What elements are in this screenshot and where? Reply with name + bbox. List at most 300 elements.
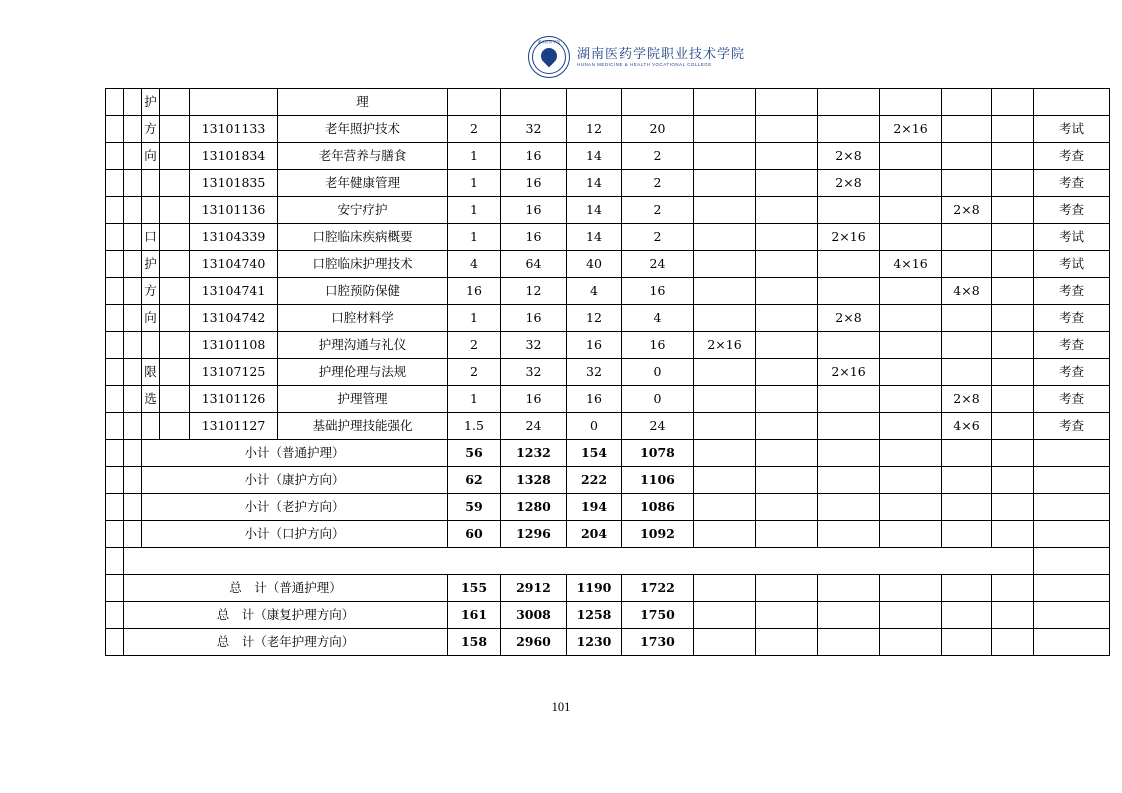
term-hours-cell xyxy=(756,602,818,629)
direction-col-cell: 选 xyxy=(142,386,160,413)
course-name-cell: 安宁疗护 xyxy=(278,197,448,224)
page-number: 101 xyxy=(551,700,571,714)
total-hours-cell: 32 xyxy=(501,332,567,359)
theory-hours-cell: 16 xyxy=(567,332,622,359)
term-hours-cell xyxy=(992,332,1034,359)
practice-hours-cell: 0 xyxy=(622,359,694,386)
term-hours-cell xyxy=(880,602,942,629)
term-hours-cell xyxy=(942,575,992,602)
credit-cell: 161 xyxy=(448,602,501,629)
credit-cell: 1 xyxy=(448,170,501,197)
term-hours-cell xyxy=(694,494,756,521)
term-hours-cell xyxy=(818,251,880,278)
practice-hours-cell: 24 xyxy=(622,413,694,440)
term-hours-cell xyxy=(694,629,756,656)
course-name-cell: 口腔材料学 xyxy=(278,305,448,332)
term-hours-cell xyxy=(942,440,992,467)
term-hours-cell xyxy=(942,359,992,386)
course-code-cell: 13101835 xyxy=(190,170,278,197)
term-hours-cell: 2×16 xyxy=(880,116,942,143)
group-col-cell xyxy=(124,278,142,305)
spacer-col-cell xyxy=(160,143,190,170)
practice-hours-cell: 2 xyxy=(622,170,694,197)
table-row xyxy=(106,332,1110,359)
table-row xyxy=(106,494,1110,521)
term-hours-cell xyxy=(992,224,1034,251)
theory-hours-cell: 12 xyxy=(567,116,622,143)
module-col-cell xyxy=(106,197,124,224)
term-hours-cell xyxy=(880,143,942,170)
module-col-cell xyxy=(106,332,124,359)
term-hours-cell xyxy=(880,575,942,602)
term-hours-cell xyxy=(992,629,1034,656)
exam-type-cell: 考查 xyxy=(1034,359,1110,386)
module-col-cell xyxy=(106,440,124,467)
term-hours-cell xyxy=(818,521,880,548)
exam-type-cell: 考查 xyxy=(1034,278,1110,305)
total-hours-cell: 1328 xyxy=(501,467,567,494)
term-hours-cell xyxy=(880,197,942,224)
theory-hours-cell: 154 xyxy=(567,440,622,467)
total-hours-cell xyxy=(501,89,567,116)
term-hours-cell xyxy=(942,251,992,278)
exam-type-cell: 考试 xyxy=(1034,224,1110,251)
course-name-cell: 老年健康管理 xyxy=(278,170,448,197)
table-row xyxy=(106,467,1110,494)
term-hours-cell xyxy=(756,440,818,467)
term-hours-cell xyxy=(818,278,880,305)
credit-cell: 1.5 xyxy=(448,413,501,440)
direction-col-cell xyxy=(142,197,160,224)
term-hours-cell xyxy=(818,440,880,467)
term-hours-cell xyxy=(818,413,880,440)
direction-col-cell: 护 xyxy=(142,89,160,116)
credit-cell: 158 xyxy=(448,629,501,656)
term-hours-cell xyxy=(756,89,818,116)
practice-hours-cell xyxy=(622,89,694,116)
direction-col-cell xyxy=(142,413,160,440)
direction-col-cell: 向 xyxy=(142,305,160,332)
term-hours-cell xyxy=(992,467,1034,494)
spacer-col-cell xyxy=(160,386,190,413)
total-hours-cell: 12 xyxy=(501,278,567,305)
group-col-cell xyxy=(124,413,142,440)
term-hours-cell xyxy=(694,413,756,440)
term-hours-cell xyxy=(942,170,992,197)
direction-col-cell: 护 xyxy=(142,251,160,278)
term-hours-cell xyxy=(880,386,942,413)
term-hours-cell xyxy=(942,602,992,629)
practice-hours-cell: 1092 xyxy=(622,521,694,548)
term-hours-cell xyxy=(880,305,942,332)
practice-hours-cell: 16 xyxy=(622,332,694,359)
summary-label-cell: 小计（普通护理） xyxy=(142,440,448,467)
group-col-cell xyxy=(124,197,142,224)
group-col-cell xyxy=(124,116,142,143)
course-code-cell: 13101136 xyxy=(190,197,278,224)
table-row xyxy=(106,359,1110,386)
term-hours-cell xyxy=(992,116,1034,143)
total-hours-cell: 2960 xyxy=(501,629,567,656)
term-hours-cell: 2×8 xyxy=(942,197,992,224)
term-hours-cell xyxy=(992,440,1034,467)
practice-hours-cell: 1078 xyxy=(622,440,694,467)
practice-hours-cell: 20 xyxy=(622,116,694,143)
total-hours-cell: 16 xyxy=(501,224,567,251)
term-hours-cell xyxy=(756,170,818,197)
course-code-cell xyxy=(190,89,278,116)
group-col-cell xyxy=(124,89,142,116)
term-hours-cell xyxy=(756,143,818,170)
direction-col-cell: 方 xyxy=(142,278,160,305)
group-col-cell xyxy=(124,332,142,359)
exam-type-cell: 考试 xyxy=(1034,251,1110,278)
term-hours-cell xyxy=(756,224,818,251)
seal-top-text: 湖南医药学院 xyxy=(537,40,561,44)
summary-label-cell: 小计（康护方向） xyxy=(142,467,448,494)
term-hours-cell xyxy=(818,467,880,494)
summary-label-cell: 小计（口护方向） xyxy=(142,521,448,548)
term-hours-cell xyxy=(694,170,756,197)
credit-cell: 1 xyxy=(448,197,501,224)
practice-hours-cell: 4 xyxy=(622,305,694,332)
total-hours-cell: 2912 xyxy=(501,575,567,602)
module-col-cell xyxy=(106,494,124,521)
theory-hours-cell: 40 xyxy=(567,251,622,278)
module-col-cell xyxy=(106,386,124,413)
course-name-cell: 老年营养与膳食 xyxy=(278,143,448,170)
course-name-cell: 老年照护技术 xyxy=(278,116,448,143)
total-hours-cell: 16 xyxy=(501,305,567,332)
term-hours-cell xyxy=(694,602,756,629)
module-col-cell xyxy=(106,629,124,656)
term-hours-cell xyxy=(694,359,756,386)
group-col-cell xyxy=(124,305,142,332)
term-hours-cell xyxy=(992,386,1034,413)
term-hours-cell xyxy=(756,116,818,143)
table-row xyxy=(106,575,1110,602)
spacer-col-cell xyxy=(160,116,190,143)
term-hours-cell xyxy=(992,359,1034,386)
total-hours-cell: 64 xyxy=(501,251,567,278)
practice-hours-cell: 1730 xyxy=(622,629,694,656)
module-col-cell xyxy=(106,170,124,197)
term-hours-cell xyxy=(992,494,1034,521)
practice-hours-cell: 2 xyxy=(622,143,694,170)
term-hours-cell xyxy=(942,332,992,359)
table-row xyxy=(106,224,1110,251)
term-hours-cell: 2×8 xyxy=(818,143,880,170)
practice-hours-cell: 1086 xyxy=(622,494,694,521)
credit-cell: 60 xyxy=(448,521,501,548)
table-row xyxy=(106,440,1110,467)
exam-type-cell xyxy=(1034,602,1110,629)
module-col-cell xyxy=(106,467,124,494)
term-hours-cell xyxy=(818,575,880,602)
spacer-col-cell xyxy=(160,332,190,359)
spacer-col-cell xyxy=(160,359,190,386)
term-hours-cell xyxy=(694,440,756,467)
term-hours-cell xyxy=(756,332,818,359)
term-hours-cell xyxy=(818,332,880,359)
credit-cell: 155 xyxy=(448,575,501,602)
course-plan-table-wrapper xyxy=(105,88,1084,656)
credit-cell: 2 xyxy=(448,332,501,359)
term-hours-cell xyxy=(942,116,992,143)
term-hours-cell xyxy=(694,386,756,413)
table-spacer-row xyxy=(106,548,1110,575)
spacer-col-cell xyxy=(160,305,190,332)
total-hours-cell: 24 xyxy=(501,413,567,440)
module-col-cell xyxy=(106,143,124,170)
exam-type-cell: 考查 xyxy=(1034,197,1110,224)
theory-hours-cell: 14 xyxy=(567,143,622,170)
term-hours-cell xyxy=(880,224,942,251)
term-hours-cell xyxy=(694,143,756,170)
exam-type-cell xyxy=(1034,575,1110,602)
term-hours-cell xyxy=(992,143,1034,170)
term-hours-cell xyxy=(694,467,756,494)
practice-hours-cell: 1750 xyxy=(622,602,694,629)
total-hours-cell: 32 xyxy=(501,116,567,143)
term-hours-cell xyxy=(756,494,818,521)
term-hours-cell xyxy=(992,413,1034,440)
term-hours-cell xyxy=(756,413,818,440)
course-code-cell: 13101127 xyxy=(190,413,278,440)
course-code-cell: 13107125 xyxy=(190,359,278,386)
term-hours-cell xyxy=(880,278,942,305)
total-hours-cell: 1232 xyxy=(501,440,567,467)
term-hours-cell xyxy=(818,629,880,656)
theory-hours-cell: 204 xyxy=(567,521,622,548)
module-col-cell xyxy=(106,305,124,332)
table-row xyxy=(106,251,1110,278)
college-logo xyxy=(528,36,745,78)
term-hours-cell xyxy=(942,467,992,494)
term-hours-cell: 2×8 xyxy=(818,305,880,332)
term-hours-cell xyxy=(880,467,942,494)
course-code-cell: 13104740 xyxy=(190,251,278,278)
spacer-col-cell xyxy=(160,251,190,278)
table-row xyxy=(106,413,1110,440)
credit-cell: 56 xyxy=(448,440,501,467)
course-name-cell: 理 xyxy=(278,89,448,116)
theory-hours-cell: 0 xyxy=(567,413,622,440)
summary-label-cell: 小计（老护方向） xyxy=(142,494,448,521)
term-hours-cell xyxy=(942,305,992,332)
module-col-cell xyxy=(106,224,124,251)
module-col-cell xyxy=(106,359,124,386)
total-hours-cell: 16 xyxy=(501,197,567,224)
table-row xyxy=(106,116,1110,143)
module-col-cell xyxy=(106,413,124,440)
spacer-cell xyxy=(124,548,1034,575)
module-col-cell xyxy=(106,89,124,116)
theory-hours-cell: 222 xyxy=(567,467,622,494)
spacer-col-cell xyxy=(160,170,190,197)
term-hours-cell xyxy=(992,89,1034,116)
term-hours-cell xyxy=(880,521,942,548)
module-col-cell xyxy=(106,575,124,602)
table-row xyxy=(106,386,1110,413)
table-row xyxy=(106,521,1110,548)
term-hours-cell xyxy=(756,629,818,656)
term-hours-cell xyxy=(756,251,818,278)
spacer-col-cell xyxy=(160,278,190,305)
theory-hours-cell: 1190 xyxy=(567,575,622,602)
term-hours-cell xyxy=(992,575,1034,602)
summary-label-cell: 总 计（老年护理方向） xyxy=(124,629,448,656)
group-col-cell xyxy=(124,440,142,467)
practice-hours-cell: 24 xyxy=(622,251,694,278)
term-hours-cell: 4×8 xyxy=(942,278,992,305)
practice-hours-cell: 1106 xyxy=(622,467,694,494)
table-row xyxy=(106,89,1110,116)
term-hours-cell xyxy=(818,494,880,521)
term-hours-cell xyxy=(756,386,818,413)
credit-cell: 4 xyxy=(448,251,501,278)
total-hours-cell: 16 xyxy=(501,386,567,413)
table-row xyxy=(106,602,1110,629)
practice-hours-cell: 0 xyxy=(622,386,694,413)
practice-hours-cell: 2 xyxy=(622,224,694,251)
theory-hours-cell: 32 xyxy=(567,359,622,386)
total-hours-cell: 1296 xyxy=(501,521,567,548)
theory-hours-cell: 14 xyxy=(567,197,622,224)
course-name-cell: 护理沟通与礼仪 xyxy=(278,332,448,359)
spacer-col-cell xyxy=(160,89,190,116)
spacer-col-cell xyxy=(160,413,190,440)
term-hours-cell: 2×8 xyxy=(942,386,992,413)
group-col-cell xyxy=(124,170,142,197)
table-row xyxy=(106,197,1110,224)
exam-type-cell: 考查 xyxy=(1034,413,1110,440)
group-col-cell xyxy=(124,359,142,386)
practice-hours-cell: 16 xyxy=(622,278,694,305)
term-hours-cell xyxy=(880,629,942,656)
logo-text-block xyxy=(577,47,745,68)
module-col-cell xyxy=(106,602,124,629)
group-col-cell xyxy=(124,224,142,251)
table-row xyxy=(106,143,1110,170)
term-hours-cell xyxy=(694,521,756,548)
group-col-cell xyxy=(124,251,142,278)
term-hours-cell xyxy=(880,413,942,440)
term-hours-cell xyxy=(694,197,756,224)
credit-cell: 16 xyxy=(448,278,501,305)
spacer-col-cell xyxy=(160,197,190,224)
term-hours-cell xyxy=(818,89,880,116)
total-hours-cell: 1280 xyxy=(501,494,567,521)
total-hours-cell: 3008 xyxy=(501,602,567,629)
direction-col-cell xyxy=(142,332,160,359)
term-hours-cell: 2×16 xyxy=(694,332,756,359)
term-hours-cell xyxy=(880,440,942,467)
exam-type-cell xyxy=(1034,467,1110,494)
direction-col-cell: 限 xyxy=(142,359,160,386)
direction-col-cell: 口 xyxy=(142,224,160,251)
exam-type-cell: 考查 xyxy=(1034,143,1110,170)
logo-chinese-name: 湖南医药学院职业技术学院 xyxy=(577,46,746,62)
exam-type-cell xyxy=(1034,440,1110,467)
term-hours-cell xyxy=(992,197,1034,224)
exam-type-cell: 考查 xyxy=(1034,332,1110,359)
term-hours-cell xyxy=(880,170,942,197)
exam-type-cell: 考试 xyxy=(1034,116,1110,143)
term-hours-cell xyxy=(942,143,992,170)
term-hours-cell xyxy=(818,602,880,629)
course-code-cell: 13101834 xyxy=(190,143,278,170)
credit-cell: 2 xyxy=(448,116,501,143)
table-row xyxy=(106,629,1110,656)
term-hours-cell xyxy=(992,521,1034,548)
direction-col-cell: 向 xyxy=(142,143,160,170)
course-code-cell: 13101126 xyxy=(190,386,278,413)
term-hours-cell xyxy=(992,251,1034,278)
theory-hours-cell: 1258 xyxy=(567,602,622,629)
spacer-col-cell xyxy=(160,224,190,251)
logo-english-name: HUNAN MEDICINE & HEALTH VOCATIONAL COLLEGE xyxy=(577,62,712,68)
spacer-cell xyxy=(1034,548,1110,575)
term-hours-cell xyxy=(942,89,992,116)
theory-hours-cell: 194 xyxy=(567,494,622,521)
practice-hours-cell: 1722 xyxy=(622,575,694,602)
module-col-cell xyxy=(106,116,124,143)
theory-hours-cell: 4 xyxy=(567,278,622,305)
course-name-cell: 护理伦理与法规 xyxy=(278,359,448,386)
term-hours-cell xyxy=(942,224,992,251)
term-hours-cell xyxy=(992,278,1034,305)
course-code-cell: 13104741 xyxy=(190,278,278,305)
course-code-cell: 13101133 xyxy=(190,116,278,143)
summary-label-cell: 总 计（康复护理方向） xyxy=(124,602,448,629)
course-name-cell: 基础护理技能强化 xyxy=(278,413,448,440)
summary-label-cell: 总 计（普通护理） xyxy=(124,575,448,602)
credit-cell: 62 xyxy=(448,467,501,494)
module-col-cell xyxy=(106,521,124,548)
term-hours-cell: 2×8 xyxy=(818,170,880,197)
term-hours-cell: 2×16 xyxy=(818,359,880,386)
term-hours-cell: 4×6 xyxy=(942,413,992,440)
term-hours-cell xyxy=(694,251,756,278)
college-seal-icon xyxy=(528,36,570,78)
term-hours-cell xyxy=(992,170,1034,197)
term-hours-cell: 4×16 xyxy=(880,251,942,278)
theory-hours-cell xyxy=(567,89,622,116)
exam-type-cell: 考查 xyxy=(1034,170,1110,197)
credit-cell: 1 xyxy=(448,143,501,170)
term-hours-cell xyxy=(756,521,818,548)
total-hours-cell: 16 xyxy=(501,170,567,197)
term-hours-cell xyxy=(942,494,992,521)
module-col-cell xyxy=(106,251,124,278)
term-hours-cell xyxy=(756,575,818,602)
credit-cell: 2 xyxy=(448,359,501,386)
exam-type-cell: 考查 xyxy=(1034,386,1110,413)
term-hours-cell xyxy=(756,197,818,224)
term-hours-cell xyxy=(818,386,880,413)
credit-cell xyxy=(448,89,501,116)
term-hours-cell xyxy=(880,89,942,116)
exam-type-cell: 考查 xyxy=(1034,305,1110,332)
group-col-cell xyxy=(124,386,142,413)
term-hours-cell: 2×16 xyxy=(818,224,880,251)
exam-type-cell xyxy=(1034,521,1110,548)
term-hours-cell xyxy=(880,332,942,359)
theory-hours-cell: 14 xyxy=(567,170,622,197)
direction-col-cell xyxy=(142,170,160,197)
credit-cell: 59 xyxy=(448,494,501,521)
